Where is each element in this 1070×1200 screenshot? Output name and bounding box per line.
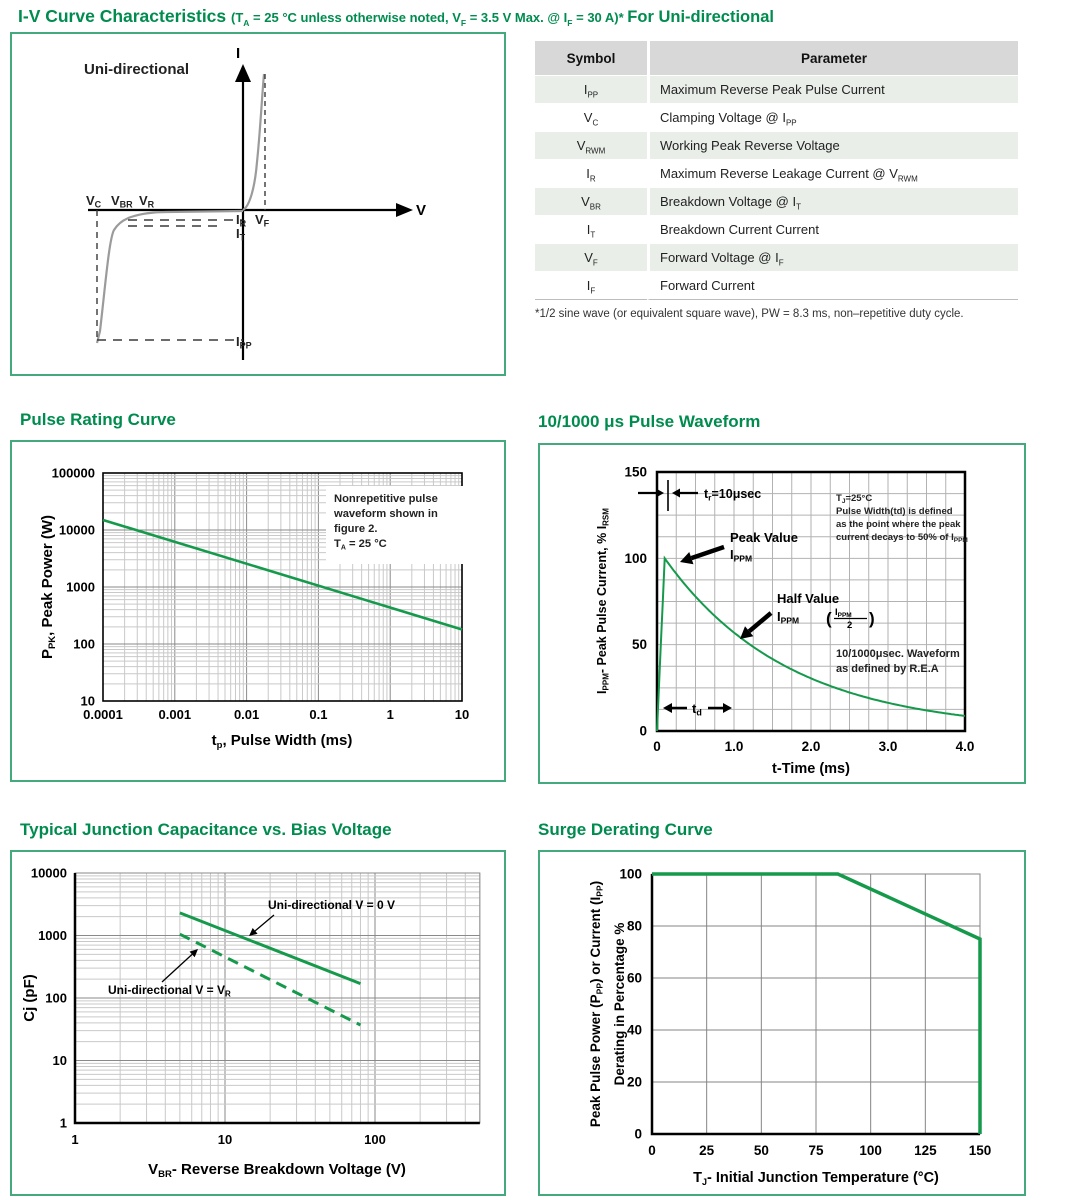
svg-text:80: 80	[626, 918, 642, 934]
table-row	[535, 104, 1018, 131]
svg-text:tr=10μsec: $t_r=10\mu\sec$	[704, 487, 762, 503]
svg-text:1000: 1000	[38, 928, 67, 943]
table-row	[535, 272, 1018, 300]
parameter-cell: Forward Current	[647, 272, 1018, 300]
svg-text:150: 150	[624, 464, 647, 480]
svg-text:100: 100	[73, 636, 95, 652]
pulse-rating-svg	[12, 442, 500, 776]
svg-text:10: 10	[80, 693, 95, 709]
svg-text:50: 50	[631, 637, 647, 653]
svg-text:IPPM: IPPM	[777, 609, 800, 626]
svg-text:VBR: VBR	[111, 193, 133, 210]
svg-text:VC: VC	[86, 193, 102, 210]
parameter-cell: Breakdown Voltage @ $I_T$	[647, 188, 1018, 215]
symbol-cell: $I_T$	[535, 216, 647, 243]
svg-text:40: 40	[626, 1022, 642, 1038]
svg-text:VF: VF	[255, 212, 270, 229]
parameter-cell: Working Peak Reverse Voltage	[647, 132, 1018, 159]
grid	[652, 874, 980, 1134]
svg-text:TA = 25 °C: $T_A = 25$ °C	[334, 538, 387, 552]
svg-text:25: 25	[699, 1143, 715, 1158]
svg-text:125: 125	[914, 1143, 937, 1158]
parameter-cell: Maximum Reverse Leakage Current @ $V_{RWM}$	[647, 160, 1018, 187]
symbol-cell: $V_C$	[535, 104, 647, 131]
svg-text:0: 0	[634, 1126, 642, 1142]
svg-text:IPP: IPP	[236, 334, 252, 351]
svg-text:10/1000μsec. Waveform: 10/1000μsec. Waveform	[836, 648, 960, 660]
svg-text:60: 60	[626, 970, 642, 986]
svg-text:t-Time (ms): t-Time (ms)	[772, 761, 850, 777]
iv-curve-diagram-panel	[10, 32, 506, 376]
column-header: Parameter	[647, 41, 1018, 75]
svg-text:10: 10	[454, 707, 470, 722]
symbol-cell: $I_{PP}$	[535, 76, 647, 103]
svg-text:100: 100	[619, 866, 642, 882]
svg-text:2.0: 2.0	[801, 739, 821, 754]
svg-text:as defined by R.E.A: as defined by R.E.A	[836, 663, 939, 675]
svg-text:0: 0	[639, 723, 647, 739]
table-body	[535, 76, 1018, 300]
svg-text:0.001: 0.001	[158, 707, 192, 722]
table-row	[535, 244, 1018, 271]
svg-text:TJ=25°C: $T_J=25^\circ C$	[836, 493, 873, 505]
section-title-junction-capacitance: Typical Junction Capacitance vs. Bias Voltage	[20, 820, 392, 839]
symbol-cell: $V_{RWM}$	[535, 132, 647, 159]
svg-text:Derating in Percentage %: Derating in Percentage %	[612, 922, 627, 1086]
svg-text:): )	[869, 609, 875, 628]
symbol-cell: $I_F$	[535, 272, 647, 300]
svg-text:10: 10	[52, 1053, 67, 1068]
svg-text:as the point where the peak: as the point where the peak	[836, 519, 961, 530]
symbol-cell: $V_{BR}$	[535, 188, 647, 215]
junction-capacitance-chart-panel	[10, 850, 506, 1196]
svg-text:Uni-directional: Uni-directional	[84, 61, 190, 78]
pulse-waveform-chart-panel	[538, 443, 1026, 784]
svg-text:0: 0	[653, 739, 661, 754]
svg-text:(: (	[826, 609, 832, 628]
svg-text:100: 100	[364, 1132, 386, 1147]
svg-text:10000: 10000	[30, 865, 67, 881]
svg-text:Cj (pF): Cj (pF)	[21, 974, 38, 1022]
table-row	[535, 188, 1018, 215]
svg-text:waveform shown in: waveform shown in	[334, 508, 438, 520]
svg-text:IPPM- Peak Pulse Current, % IR: $I_{PPM}-$ Peak Pulse Current, % $I_{RSM}$	[595, 508, 611, 694]
svg-text:100: 100	[859, 1143, 882, 1158]
svg-text:1.0: 1.0	[724, 739, 744, 754]
page-title: I-V Curve Characteristics ($T_A = 25$ °C unless otherwise noted, $V_F = 3.5$ V Max. @ $I_F = 30$ A)* For Uni-directional	[18, 6, 774, 29]
svg-text:3.0: 3.0	[878, 739, 898, 754]
parameter-cell: Forward Voltage @ $I_F$	[647, 244, 1018, 271]
svg-text:Peak Pulse Power (PPP) or Curr: Peak Pulse Power (PPP) or Current (IPP)	[588, 880, 605, 1128]
svg-text:VR: VR	[139, 193, 155, 210]
svg-text:IT: IT	[236, 226, 246, 243]
parameter-cell: Clamping Voltage @ $I_{PP}$	[647, 104, 1018, 131]
column-header: Symbol	[535, 41, 647, 75]
symbol-cell: $V_F$	[535, 244, 647, 271]
table-header	[535, 41, 1018, 75]
iv-diagram-svg	[12, 34, 500, 370]
svg-text:figure 2.: figure 2.	[334, 523, 378, 535]
section-title-pulse-waveform: 10/1000 μs Pulse Waveform	[538, 412, 761, 431]
svg-text:td: td	[692, 701, 702, 718]
table-footnote: *1/2 sine wave (or equivalent square wave), PW = 8.3 ms, non–repetitive duty cycle.	[535, 308, 964, 320]
junction-capacitance-svg	[12, 852, 500, 1190]
svg-text:10: 10	[217, 1132, 233, 1147]
surge-derating-svg	[540, 852, 1020, 1190]
section-title-pulse-rating: Pulse Rating Curve	[20, 410, 176, 429]
svg-text:0.1: 0.1	[309, 707, 328, 722]
symbol-cell: $I_R$	[535, 160, 647, 187]
svg-text:75: 75	[808, 1143, 824, 1158]
svg-text:Uni-directional V = VR: Uni-directional $V = V_R$	[108, 983, 231, 999]
parameter-cell: Maximum Reverse Peak Pulse Current	[647, 76, 1018, 103]
svg-text:4.0: 4.0	[955, 739, 975, 754]
svg-text:IPPM: $I_{PPM}$	[835, 607, 852, 619]
svg-text:1: 1	[71, 1132, 79, 1147]
surge-derating-chart-panel	[538, 850, 1026, 1196]
svg-text:50: 50	[753, 1143, 769, 1158]
symbol-parameter-table-wrap	[535, 40, 1018, 320]
svg-text:current decays to 50% of IPPM: current decays to 50% of $I_{PPM}$	[836, 532, 968, 544]
svg-text:1000: 1000	[66, 579, 95, 595]
svg-text:1: 1	[59, 1115, 67, 1131]
symbol-parameter-table	[535, 40, 1018, 301]
table-row	[535, 132, 1018, 159]
svg-text:1: 1	[386, 707, 394, 722]
svg-text:I: I	[236, 45, 241, 62]
svg-text:10000: 10000	[58, 522, 95, 538]
section-title-surge-derating: Surge Derating Curve	[538, 820, 713, 839]
svg-text:IR: IR	[236, 212, 247, 229]
svg-text:Uni-directional V = 0 V: Uni-directional V = 0 V	[268, 898, 396, 912]
svg-text:100: 100	[45, 990, 67, 1006]
parameter-cell: Breakdown Current Current	[647, 216, 1018, 243]
svg-text:100000: 100000	[51, 465, 95, 481]
svg-text:20: 20	[626, 1074, 642, 1090]
table-row	[535, 160, 1018, 187]
svg-text:PPK, Peak Power (W): $P_{PK}$, Peak Power (W)	[39, 514, 58, 660]
svg-text:0.0001: 0.0001	[83, 707, 123, 722]
svg-text:0: 0	[648, 1143, 656, 1158]
table-header-row	[535, 41, 1018, 75]
svg-text:tp, Pulse Width (ms): $t_p$, Pulse Width (ms)	[211, 732, 353, 751]
svg-text:V: V	[416, 202, 427, 219]
svg-text:0.01: 0.01	[233, 707, 260, 722]
svg-text:150: 150	[968, 1143, 992, 1158]
svg-text:IPPM: IPPM	[730, 547, 753, 564]
svg-text:Half Value: Half Value	[777, 591, 840, 606]
svg-text:TJ- Initial Junction Temperatu: $T_J-$ Initial Junction Temperature (°C)	[693, 1170, 939, 1187]
table-row	[535, 76, 1018, 103]
svg-text:2: 2	[847, 620, 853, 631]
svg-text:VBR- Reverse Breakdown Voltage: $V_{BR}-$ Reverse Breakdown Voltage (V)	[148, 1161, 406, 1180]
svg-text:Peak Value: Peak Value	[730, 530, 798, 545]
svg-text:Nonrepetitive pulse: Nonrepetitive pulse	[334, 493, 438, 505]
table-row	[535, 216, 1018, 243]
pulse-waveform-svg	[540, 445, 1020, 778]
svg-text:Pulse Width(td) is defined: Pulse Width(td) is defined	[836, 506, 953, 517]
svg-text:100: 100	[624, 550, 647, 566]
pulse-rating-chart-panel	[10, 440, 506, 782]
